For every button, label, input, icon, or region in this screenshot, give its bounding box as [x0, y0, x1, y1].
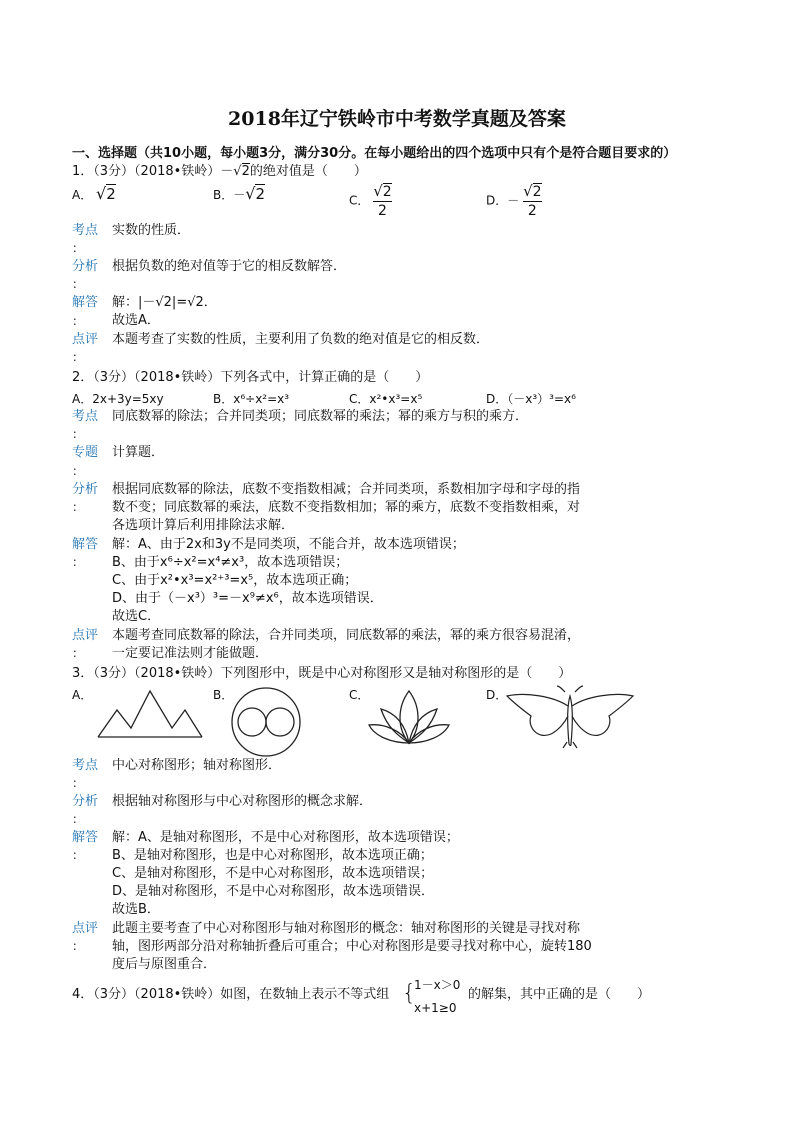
q1-fenxi-text: 根据负数的绝对值等于它的相反数解答．	[112, 259, 347, 274]
q2-option-c: C．x²•x³=x⁵	[349, 392, 423, 406]
q2-dianping-colon: ：	[72, 646, 85, 660]
q2-kaodian-text: 同底数幂的除法；合并同类项；同底数幂的乘法；幂的乘方与积的乘方．	[112, 409, 529, 424]
q2-zhuanti-colon: ：	[72, 464, 85, 478]
q2-jieda-text-3: C、由于x²•x³=x²⁺³=x⁵，故本选项正确；	[112, 573, 358, 588]
q3-option-d-label: D．	[486, 688, 508, 702]
q3-dianping-colon: ：	[72, 939, 85, 953]
q1-fenxi-label: 分析	[72, 259, 99, 274]
q3-jieda-text-5: 故选B．	[112, 902, 160, 917]
q2-jieda-text-1: 解：A、由于2x和3y不是同类项，不能合并，故本选项错误；	[112, 537, 465, 552]
q3-kaodian-label: 考点	[72, 758, 99, 773]
q1-kaodian-text: 实数的性质．	[112, 223, 191, 238]
q3-jieda-label: 解答	[72, 830, 99, 845]
q2-dianping-text-2: 一定要记准法则才能做题．	[112, 646, 269, 661]
q2-fenxi-text-3: 各选项计算后利用排除法求解．	[112, 518, 295, 533]
q4-stem-suffix: 的解集，其中正确的是（ ）	[468, 987, 651, 1002]
q1-stem: 1．（3分）（2018•铁岭）－√2的绝对值是（ ）	[72, 164, 367, 179]
q3-jieda-text-2: B、是轴对称图形，也是中心对称图形，故本选项正确；	[112, 848, 433, 863]
sqrt-symbol: √	[233, 164, 242, 179]
q1-kaodian-colon: ：	[72, 241, 85, 255]
q1-dianping-text: 本题考查了实数的性质，主要利用了负数的绝对值是它的相反数．	[112, 332, 490, 347]
q3-kaodian-colon: ：	[72, 776, 85, 790]
q4-inequality-2: x+1≥0	[414, 1001, 457, 1015]
q1-jieda-text-2: 故选A．	[112, 313, 160, 328]
q3-kaodian-text: 中心对称图形；轴对称图形．	[112, 758, 282, 773]
q3-figure-c-lotus	[367, 687, 451, 745]
q2-option-d: D．（－x³）³=x⁶	[486, 392, 576, 406]
q3-dianping-text-3: 度后与原图重合．	[112, 957, 217, 972]
q2-zhuanti-label: 专题	[72, 445, 99, 460]
page-title: 2018年辽宁铁岭市中考数学真题及答案	[228, 108, 566, 130]
q2-fenxi-colon: ：	[72, 500, 85, 514]
q1-option-b: B．－√2	[213, 184, 265, 203]
q3-figure-d-butterfly	[505, 686, 635, 750]
q2-jieda-text-5: 故选C．	[112, 609, 161, 624]
q3-stem: 3．（3分）（2018•铁岭）下列图形中，既是中心对称图形又是轴对称图形的是（ ）	[72, 666, 572, 681]
q1-jieda-label: 解答	[72, 295, 99, 310]
q2-option-b: B．x⁶÷x²=x³	[213, 392, 290, 406]
q4-inequality-1: 1－x＞0	[414, 978, 461, 992]
q2-option-a: A．2x+3y=5xy	[72, 392, 164, 406]
q2-fenxi-label: 分析	[72, 482, 99, 497]
q3-dianping-label: 点评	[72, 921, 99, 936]
section-heading: 一、选择题（共10小题，每小题3分，满分30分。在每小题给出的四个选项中只有个是符合题目要求的）	[72, 146, 677, 161]
q2-dianping-text-1: 本题考查同底数幂的除法，合并同类项，同底数幂的乘法，幂的乘方很容易混淆，	[112, 628, 581, 643]
q1-jieda-text-1: 解：|－√2|=√2．	[112, 295, 217, 310]
q2-dianping-label: 点评	[72, 628, 99, 643]
q3-figure-b-circles	[230, 686, 302, 758]
q3-fenxi-label: 分析	[72, 794, 99, 809]
q3-dianping-text-1: 此题主要考查了中心对称图形与轴对称图形的概念：轴对称图形的关键是寻找对称	[112, 921, 581, 936]
q2-kaodian-colon: ：	[72, 427, 85, 441]
q1-option-a: A． √2	[72, 184, 116, 203]
q3-jieda-text-1: 解：A、是轴对称图形，不是中心对称图形，故本选项错误；	[112, 830, 459, 845]
q2-jieda-text-2: B、由于x⁶÷x²=x⁴≠x³，故本选项错误；	[112, 555, 349, 570]
q1-dianping-colon: ：	[72, 350, 85, 364]
q2-kaodian-label: 考点	[72, 409, 99, 424]
q4-brace: {	[402, 981, 416, 1006]
q1-option-c: C． $\frac{√2}{2}$	[349, 182, 392, 219]
q1-kaodian-label: 考点	[72, 223, 99, 238]
q3-jieda-text-3: C、是轴对称图形，不是中心对称图形，故本选项错误；	[112, 866, 434, 881]
q4-stem-prefix: 4．（3分）（2018•铁岭）如图，在数轴上表示不等式组	[72, 987, 390, 1002]
q1-jieda-colon: ：	[72, 314, 85, 328]
q2-fenxi-text-2: 数不变；同底数幂的乘法，底数不变指数相加；幂的乘方，底数不变指数相乘，对	[112, 500, 581, 515]
q1-fenxi-colon: ：	[72, 277, 85, 291]
q3-jieda-text-4: D、是轴对称图形，不是中心对称图形，故本选项错误．	[112, 884, 435, 899]
q3-figure-a-mountains	[95, 688, 205, 740]
q2-fenxi-text-1: 根据同底数幂的除法，底数不变指数相减；合并同类项，系数相加字母和字母的指	[112, 482, 581, 497]
q2-jieda-text-4: D、由于（－x³）³=－x⁹≠x⁶，故本选项错误．	[112, 591, 383, 606]
q2-jieda-colon: ：	[72, 555, 85, 569]
q2-zhuanti-text: 计算题．	[112, 445, 165, 460]
q3-fenxi-text: 根据轴对称图形与中心对称图形的概念求解．	[112, 794, 373, 809]
q3-jieda-colon: ：	[72, 848, 85, 862]
q3-fenxi-colon: ：	[72, 812, 85, 826]
q1-option-d: D．－ $\frac{√2}{2}$	[486, 182, 542, 219]
q1-dianping-label: 点评	[72, 332, 99, 347]
q2-stem: 2．（3分）（2018•铁岭）下列各式中，计算正确的是（ ）	[72, 370, 429, 385]
q3-dianping-text-2: 轴，图形两部分沿对称轴折叠后可重合；中心对称图形是要寻找对称中心，旋转180	[112, 939, 592, 954]
q3-option-a-label: A．	[72, 688, 93, 702]
q3-option-b-label: B．	[213, 688, 234, 702]
q3-option-c-label: C．	[349, 688, 370, 702]
q2-jieda-label: 解答	[72, 537, 99, 552]
